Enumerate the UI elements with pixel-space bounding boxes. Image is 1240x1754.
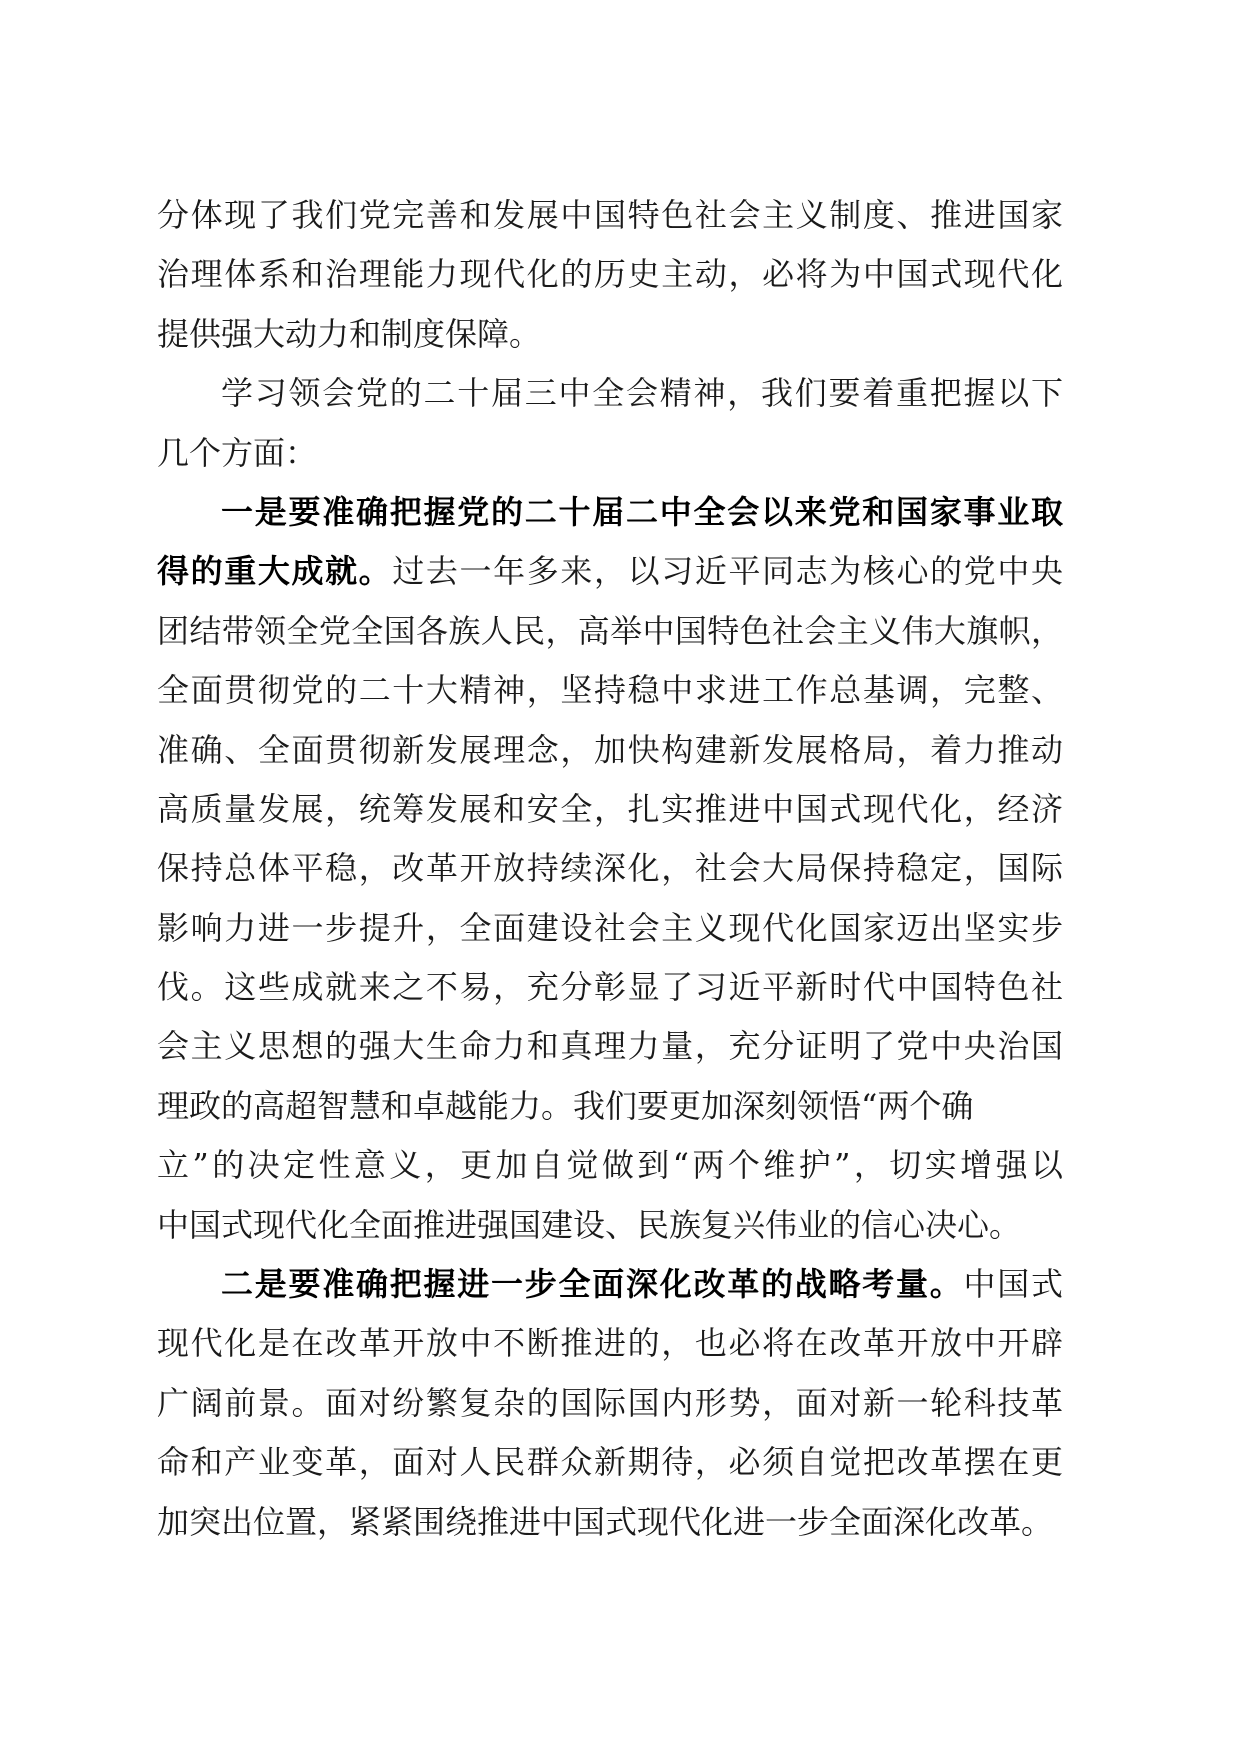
bold-heading-text: 二是要准确把握进一步全面深化改革的战略考量。 xyxy=(221,1265,964,1304)
text-line: 会主义思想的强大生命力和真理力量，充分证明了党中央治国 xyxy=(157,1027,1063,1066)
bold-heading-line: 一是要准确把握党的二十届二中全会以来党和国家事业取 xyxy=(221,492,1063,531)
text-line: 提供强大动力和制度保障。 xyxy=(157,314,542,353)
text-line: 学习领会党的二十届三中全会精神，我们要着重把握以下 xyxy=(221,374,1063,413)
text-line: 影响力进一步提升，全面建设社会主义现代化国家迈出坚实步 xyxy=(157,908,1063,947)
text-line: 团结带领全党全国各族人民，高举中国特色社会主义伟大旗帜， xyxy=(157,611,1063,650)
paragraph-point-two xyxy=(157,1255,1063,1552)
text-line: 准确、全面贯彻新发展理念，加快构建新发展格局，着力推动 xyxy=(157,730,1063,769)
paragraph-point-one xyxy=(157,483,1063,1255)
text-line: 高质量发展，统筹发展和安全，扎实推进中国式现代化，经济 xyxy=(157,789,1063,828)
paragraph-intro xyxy=(157,364,1063,483)
text-line: 分体现了我们党完善和发展中国特色社会主义制度、推进国家 xyxy=(157,196,1063,234)
text-line: 全面贯彻党的二十大精神，坚持稳中求进工作总基调，完整、 xyxy=(157,671,1063,710)
bold-heading-text: 得的重大成就。 xyxy=(157,552,393,591)
body-text: 过去一年多来，以习近平同志为核心的党中央 xyxy=(392,552,1063,591)
text-line xyxy=(157,1255,1063,1314)
text-line: 立”的决定性意义，更加自觉做到“两个维护”，切实增强以 xyxy=(157,1146,1063,1185)
text-line: 伐。这些成就来之不易，充分彰显了习近平新时代中国特色社 xyxy=(157,968,1063,1007)
text-line: 现代化是在改革开放中不断推进的，也必将在改革开放中开辟 xyxy=(157,1324,1063,1363)
paragraph-continuation xyxy=(157,186,1063,364)
text-line: 治理体系和治理能力现代化的历史主动，必将为中国式现代化 xyxy=(157,255,1063,294)
text-line: 几个方面： xyxy=(157,433,318,472)
text-line: 加突出位置，紧紧围绕推进中国式现代化进一步全面深化改革。 xyxy=(157,1502,1054,1541)
text-line: 广阔前景。面对纷繁复杂的国际国内形势，面对新一轮科技革 xyxy=(157,1383,1063,1422)
document-body xyxy=(157,186,1063,1552)
body-text: 中国式 xyxy=(963,1265,1063,1304)
text-line: 理政的高超智慧和卓越能力。我们要更加深刻领悟“两个确 xyxy=(157,1086,974,1125)
text-line: 命和产业变革，面对人民群众新期待，必须自觉把改革摆在更 xyxy=(157,1443,1063,1482)
text-line: 中国式现代化全面推进强国建设、民族复兴伟业的信心决心。 xyxy=(157,1205,1022,1244)
text-line: 保持总体平稳，改革开放持续深化，社会大局保持稳定，国际 xyxy=(157,849,1063,888)
text-line xyxy=(157,542,1063,601)
